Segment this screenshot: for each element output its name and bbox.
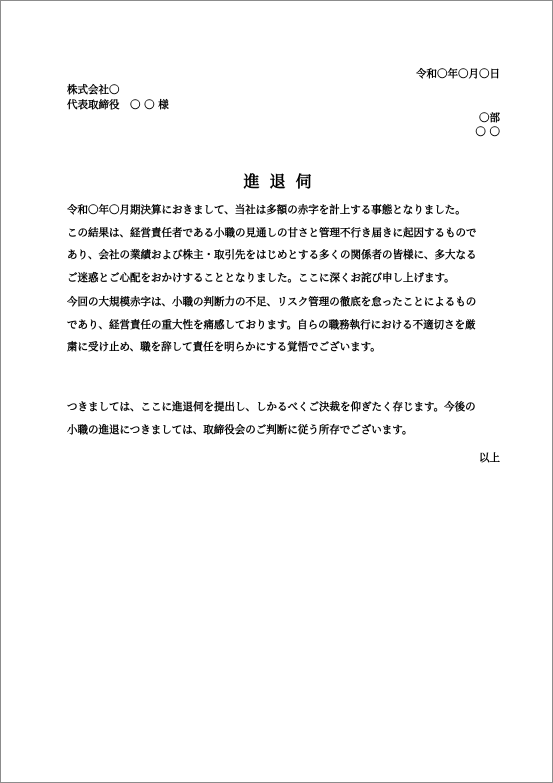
body-line: この結果は、経営責任者である小職の見通しの甘さと管理不行き届きに起因するもので [67,226,477,239]
document-date: 令和〇年〇月〇日 [416,68,500,80]
sender-name: 〇 〇 [475,126,500,138]
body-line: 小職の進退につきましては、取締役会のご判断に従う所存でございます。 [67,423,413,436]
body-line: 今回の大規模赤字は、小職の判断力の不足、リスク管理の徹底を怠ったことによるもの [67,296,477,308]
document-title: 進退伺 [243,171,322,191]
recipient-company: 株式会社〇 [67,84,120,96]
closing-remark: 以上 [479,452,500,464]
body-line: であり、経営責任の重大性を痛感しております。自らの職務執行における不適切さを厳 [67,318,476,331]
body-paragraph-1 [67,199,497,290]
body-line: 粛に受け止め、職を辞して責任を明らかにする覚悟でございます。 [67,341,381,354]
body-line: つきましては、ここに進退伺を提出し、しかるべくご決裁を仰ぎたく存じます。今後の [67,401,476,413]
body-paragraph-2 [67,291,497,359]
sender-department: 〇部 [479,112,500,124]
body-paragraph-3 [67,396,497,441]
recipient-person: 代表取締役 〇 〇 様 [67,99,169,111]
body-line: あり、会社の業績および株主・取引先をはじめとする多くの関係者の皆様に、多大なる [67,249,477,262]
body-line: ご迷惑とご心配をおかけすることとなりました。ここに深くお詫び申し上げます。 [67,272,455,285]
body-line: 令和〇年〇月期決算におきまして、当社は多額の赤字を計上する事態となりました。 [67,204,466,216]
